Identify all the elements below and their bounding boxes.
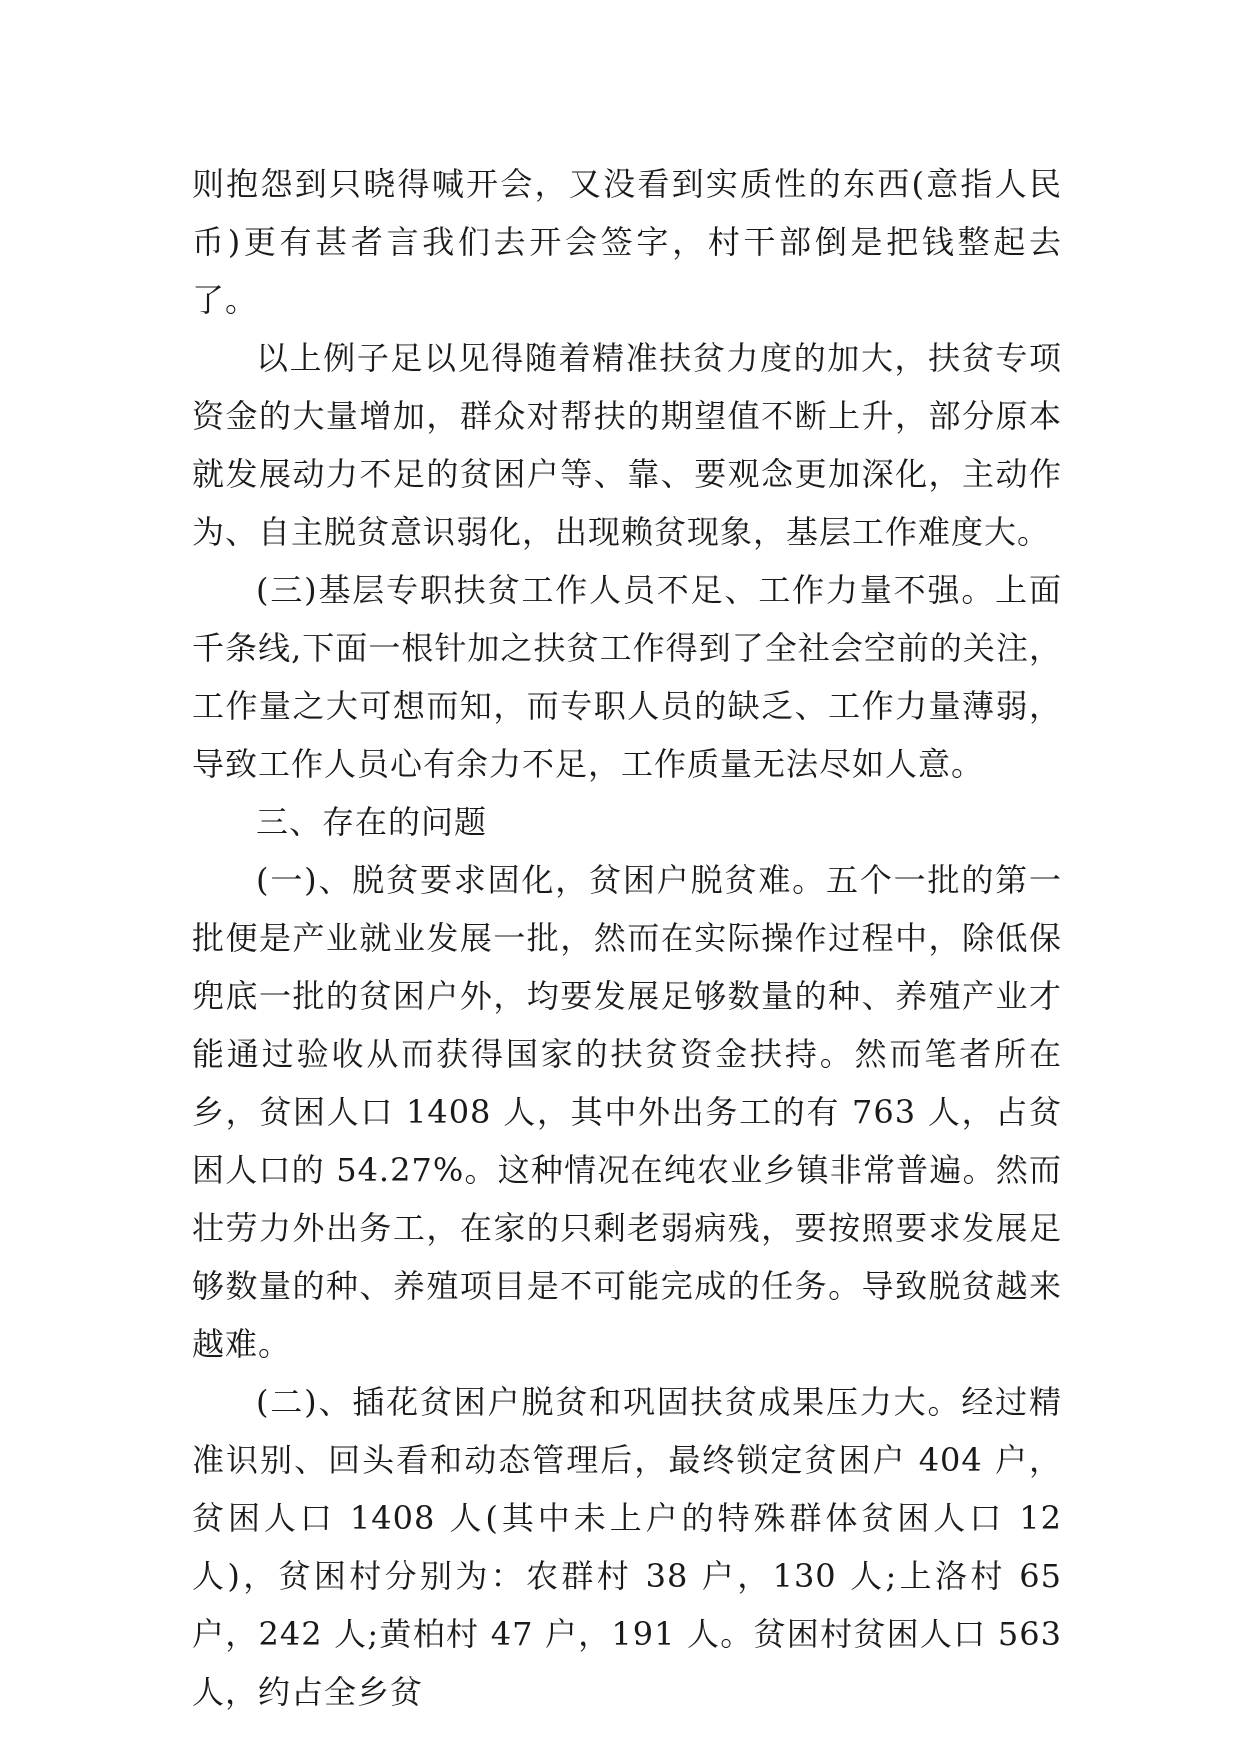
- paragraph-examples-summary: 以上例子足以见得随着精准扶贫力度的加大，扶贫专项资金的大量增加，群众对帮扶的期望值不断上升，部分原本就发展动力不足的贫困户等、靠、要观念更加深化，主动作为、自主脱贫意识弱化，出现赖贫现象，基层工作难度大。: [192, 339, 1062, 551]
- body-text: [192, 155, 1062, 1721]
- section-heading-problems: 三、存在的问题: [256, 803, 488, 841]
- paragraph-problem-two: (二)、插花贫困户脱贫和巩固扶贫成果压力大。经过精准识别、回头看和动态管理后，最终锁定贫困户 404 户，贫困人口 1408 人(其中未上户的特殊群体贫困人口 12 人)，贫困村分别为：农群村 38 户，130 人;上洛村 65 户，242 人;黄柏村 47 户，191 人。贫困村贫困人口 563 人，约占全乡贫: [192, 1383, 1062, 1711]
- paragraph-staff-shortage: (三)基层专职扶贫工作人员不足、工作力量不强。上面千条线,下面一根针加之扶贫工作得到了全社会空前的关注，工作量之大可想而知，而专职人员的缺乏、工作力量薄弱，导致工作人员心有余力不足，工作质量无法尽如人意。: [192, 571, 1062, 783]
- paragraph-problem-one: (一)、脱贫要求固化，贫困户脱贫难。五个一批的第一批便是产业就业发展一批，然而在实际操作过程中，除低保兜底一批的贫困户外，均要发展足够数量的种、养殖产业才能通过验收从而获得国家的扶贫资金扶持。然而笔者所在乡，贫困人口 1408 人，其中外出务工的有 763 人，占贫困人口的 54.27%。这种情况在纯农业乡镇非常普遍。然而壮劳力外出务工，在家的只剩老弱病残，要按照要求发展足够数量的种、养殖项目是不可能完成的任务。导致脱贫越来越难。: [192, 861, 1062, 1363]
- paragraph-continuation: 则抱怨到只晓得喊开会，又没看到实质性的东西(意指人民币)更有甚者言我们去开会签字，村干部倒是把钱整起去了。: [192, 165, 1062, 319]
